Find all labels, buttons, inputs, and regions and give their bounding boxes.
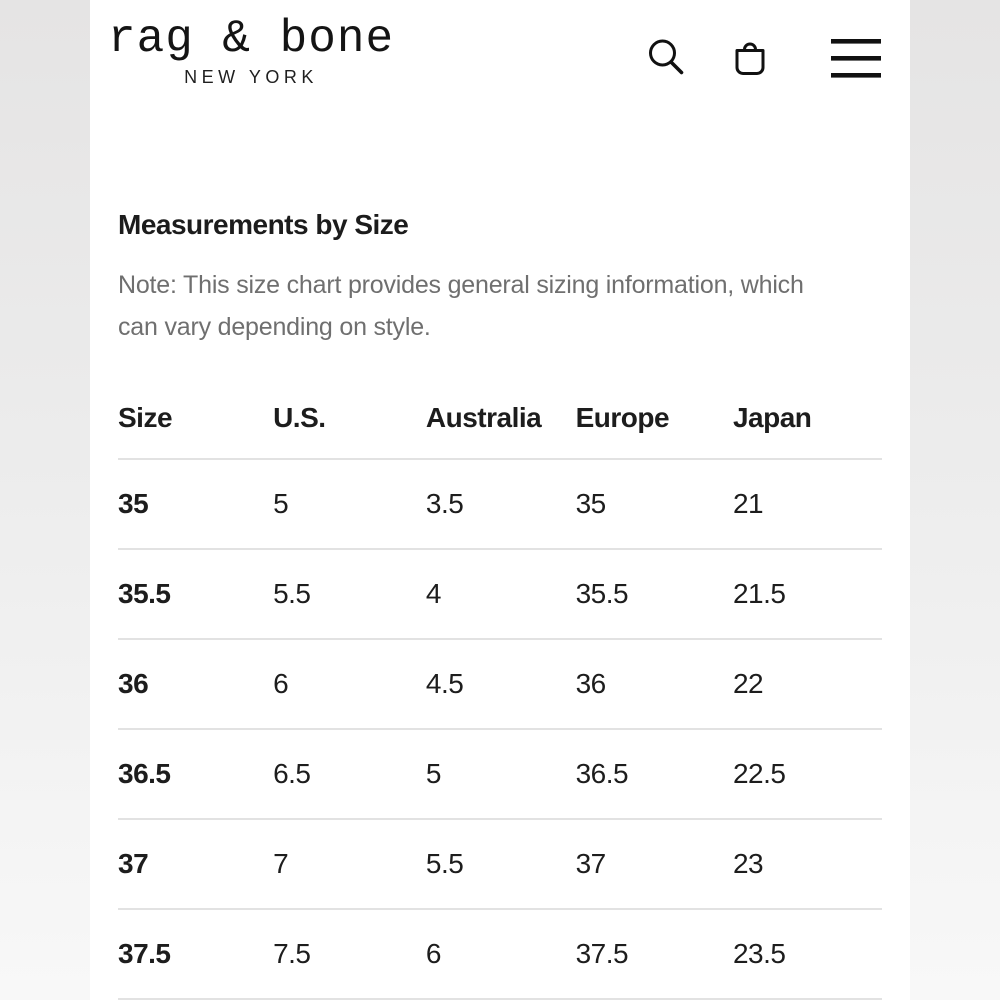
column-header-australia: Australia (426, 378, 576, 459)
column-header-size: Size (118, 378, 273, 459)
cell-us: 7 (273, 819, 426, 909)
cell-europe: 37.5 (576, 909, 733, 999)
shopping-bag-icon[interactable] (734, 40, 766, 76)
cell-europe: 36.5 (576, 729, 733, 819)
table-header-row (118, 378, 882, 459)
cell-europe: 37 (576, 819, 733, 909)
menu-icon[interactable] (830, 38, 882, 79)
header-icons (648, 37, 882, 79)
cell-japan: 21 (733, 459, 882, 549)
cell-us: 5.5 (273, 549, 426, 639)
cell-europe: 35 (576, 459, 733, 549)
cell-japan: 22 (733, 639, 882, 729)
cell-size: 37.5 (118, 909, 273, 999)
cell-us: 6 (273, 639, 426, 729)
cell-australia: 5 (426, 729, 576, 819)
table-row (118, 909, 882, 999)
table-row (118, 819, 882, 909)
cell-size: 35 (118, 459, 273, 549)
sizing-note-line2: can vary depending on style. (118, 313, 431, 341)
page-container (90, 0, 910, 1000)
size-chart-table (118, 378, 882, 1000)
sizing-note-line1: Note: This size chart provides general sizing information, which (118, 271, 804, 299)
brand-logo-wordmark: rag & bone (108, 13, 395, 65)
cell-size: 36.5 (118, 729, 273, 819)
table-row (118, 639, 882, 729)
cell-japan: 23 (733, 819, 882, 909)
cell-europe: 36 (576, 639, 733, 729)
cell-australia: 4 (426, 549, 576, 639)
cell-australia: 6 (426, 909, 576, 999)
search-icon[interactable] (648, 37, 686, 79)
cell-europe: 35.5 (576, 549, 733, 639)
table-row (118, 549, 882, 639)
brand-logo-tagline: NEW YORK (184, 66, 318, 87)
cell-us: 5 (273, 459, 426, 549)
column-header-europe: Europe (576, 378, 733, 459)
cell-japan: 21.5 (733, 549, 882, 639)
cell-australia: 3.5 (426, 459, 576, 549)
cell-size: 37 (118, 819, 273, 909)
column-header-us: U.S. (273, 378, 426, 459)
cell-japan: 22.5 (733, 729, 882, 819)
cell-australia: 5.5 (426, 819, 576, 909)
cell-size: 36 (118, 639, 273, 729)
page-title: Measurements by Size (118, 209, 409, 240)
cell-us: 6.5 (273, 729, 426, 819)
cell-us: 7.5 (273, 909, 426, 999)
brand-logo[interactable] (108, 14, 394, 88)
cell-australia: 4.5 (426, 639, 576, 729)
table-row (118, 729, 882, 819)
main-content (90, 208, 910, 1000)
cell-japan: 23.5 (733, 909, 882, 999)
table-row (118, 459, 882, 549)
sizing-note (118, 264, 882, 348)
column-header-japan: Japan (733, 378, 882, 459)
site-header (90, 0, 910, 100)
cell-size: 35.5 (118, 549, 273, 639)
